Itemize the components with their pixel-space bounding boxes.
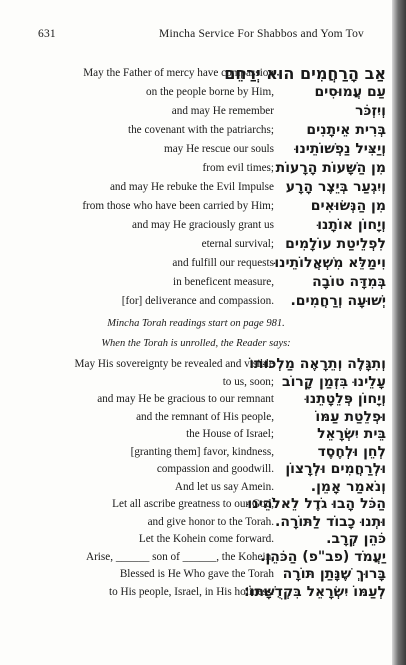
english-line: Blessed is He Who gave the Torah: [119, 568, 274, 580]
verse-line: [16, 548, 386, 566]
page-title: Mincha Service For Shabbos and Yom Tov: [159, 28, 364, 40]
verse-line: [16, 495, 386, 513]
verse-line: [16, 159, 386, 178]
hebrew-line: עָלֵינוּ בִּזְמַן קָרוֹב: [282, 373, 386, 390]
verse-line: [16, 443, 386, 461]
prayer-vetigaleh: [16, 355, 386, 600]
english-line: eternal survival;: [201, 238, 274, 250]
english-line: and fulfill our requests: [172, 257, 274, 269]
verse-line: [16, 373, 386, 391]
hebrew-line: מִן הַנְּשׂוּאִים: [310, 198, 386, 214]
verse-line: [16, 83, 386, 102]
hebrew-line: וּפְלֵטַת עַמּוֹ: [315, 408, 386, 425]
english-line: Let the Kohein come forward.: [138, 533, 274, 545]
hebrew-line: לִפְלֵיטַת עוֹלָמִים: [285, 236, 386, 252]
english-line: compassion and goodwill.: [156, 463, 274, 475]
hebrew-line: בָּרוּךְ שֶׁנָּתַן תּוֹרָה: [282, 566, 386, 582]
hebrew-line: וִימַלֵּא מִשְׁאֲלוֹתֵינוּ: [274, 255, 386, 271]
verse-line: [16, 565, 386, 583]
english-line: May the Father of mercy have compassion: [83, 67, 274, 79]
verse-line: [16, 197, 386, 216]
english-line: and may He remember: [171, 105, 274, 117]
verse-line: [16, 355, 386, 373]
verse-line: [16, 273, 386, 292]
hebrew-line: בֵּית יִשְׂרָאֵל: [317, 426, 386, 442]
english-line: Let all ascribe greatness to our God,: [112, 498, 274, 510]
english-line: and the remnant of His people,: [136, 410, 274, 423]
book-page-edge: [392, 0, 406, 665]
verse-line: [16, 390, 386, 408]
hebrew-line: וְיָחוֹן אוֹתָנוּ: [317, 217, 386, 233]
hebrew-line: וּתְנוּ כָבוֹד לַתּוֹרָה.: [275, 513, 386, 530]
verse-line: [16, 460, 386, 478]
hebrew-line: הַכֹּל הָבוּ גֹדֶל לֵאלֹהֵינוּ: [247, 496, 386, 512]
verse-line: [16, 254, 386, 273]
english-line: [granting them] favor, kindness,: [130, 445, 274, 458]
english-line: may He rescue our souls: [164, 143, 274, 155]
hebrew-line: עַם עֲמוּסִים: [314, 84, 386, 100]
hebrew-line: וְתִגָּלֶה וְתֵרָאֶה מַלְכוּתוֹ: [249, 356, 386, 372]
verse-line: [16, 408, 386, 426]
verse-line: [16, 178, 386, 197]
verse-line: [16, 235, 386, 254]
english-line: May His sovereignty be revealed and visible: [74, 358, 274, 370]
english-line: the covenant with the patriarchs;: [127, 124, 274, 136]
hebrew-line: וְיָחוֹן פְּלֵטָתֵנוּ: [305, 391, 386, 407]
hebrew-line: מִן הַשָּׁעוֹת הָרָעוֹת: [275, 160, 386, 176]
verse-line: [16, 478, 386, 496]
english-line: to His people, Israel, in His holiness.: [109, 585, 274, 598]
hebrew-line: אַב הָרַחֲמִים הוּא יְרַחֵם: [224, 64, 386, 83]
torah-unrolled-instruction: When the Torah is unrolled, the Reader says:: [101, 338, 291, 349]
english-line: to us, soon;: [222, 375, 274, 388]
english-line: And let us say Amein.: [174, 480, 274, 493]
english-line: the House of Israel;: [186, 428, 274, 440]
english-line: [for] deliverance and compassion.: [121, 295, 274, 307]
hebrew-line: יַעֲמֹד (פב"פ) הַכֹּהֵן.: [260, 548, 386, 565]
english-line: and give honor to the Torah.: [147, 515, 274, 528]
hebrew-line: כֹּהֵן קְרָב.: [326, 531, 386, 547]
hebrew-line: בְּמִדָּה טוֹבָה: [312, 274, 386, 290]
english-line: Arise, ______ son of ______, the Kohein,: [86, 550, 274, 563]
english-line: on the people borne by Him,: [145, 86, 274, 98]
verse-line: [16, 583, 386, 601]
hebrew-line: וְיִזְכֹּר: [355, 103, 386, 119]
torah-readings-note: Mincha Torah readings start on page 981.: [107, 318, 285, 329]
english-line: and may He be gracious to our remnant: [97, 393, 274, 405]
english-line: in beneficent measure,: [173, 276, 274, 288]
english-line: from those who have been carried by Him;: [82, 200, 274, 212]
hebrew-line: יְשׁוּעָה וְרַחֲמִים.: [290, 293, 386, 309]
verse-line: [16, 292, 386, 311]
verse-line: [16, 102, 386, 121]
hebrew-line: לְעַמּוֹ יִשְׂרָאֵל בִּקְדֻשָּׁתוֹ:: [244, 583, 386, 600]
english-line: and may He graciously grant us: [132, 219, 274, 231]
hebrew-line: וּלְרַחֲמִים וּלְרָצוֹן: [285, 461, 386, 477]
verse-line: [16, 513, 386, 531]
english-line: and may He rebuke the Evil Impulse: [109, 181, 274, 193]
hebrew-line: וְנֹאמַר אָמֵן.: [310, 478, 386, 495]
english-line: from evil times;: [202, 162, 274, 174]
prayer-av-harachamim: [16, 64, 386, 311]
hebrew-line: וְיִגְעַר בְּיֵצֶר הָרָע: [285, 179, 386, 195]
verse-line: [16, 425, 386, 443]
verse-line: [16, 530, 386, 548]
verse-line: [16, 121, 386, 140]
verse-line: [16, 140, 386, 159]
page-number: 631: [38, 28, 56, 40]
verse-line: [16, 64, 386, 83]
hebrew-line: וְיַצִּיל נַפְשׁוֹתֵינוּ: [294, 141, 386, 157]
hebrew-line: בְּרִית אֵיתָנִים: [306, 122, 386, 138]
verse-line: [16, 216, 386, 235]
hebrew-line: לְחֵן וּלְחֶסֶד: [317, 443, 386, 460]
